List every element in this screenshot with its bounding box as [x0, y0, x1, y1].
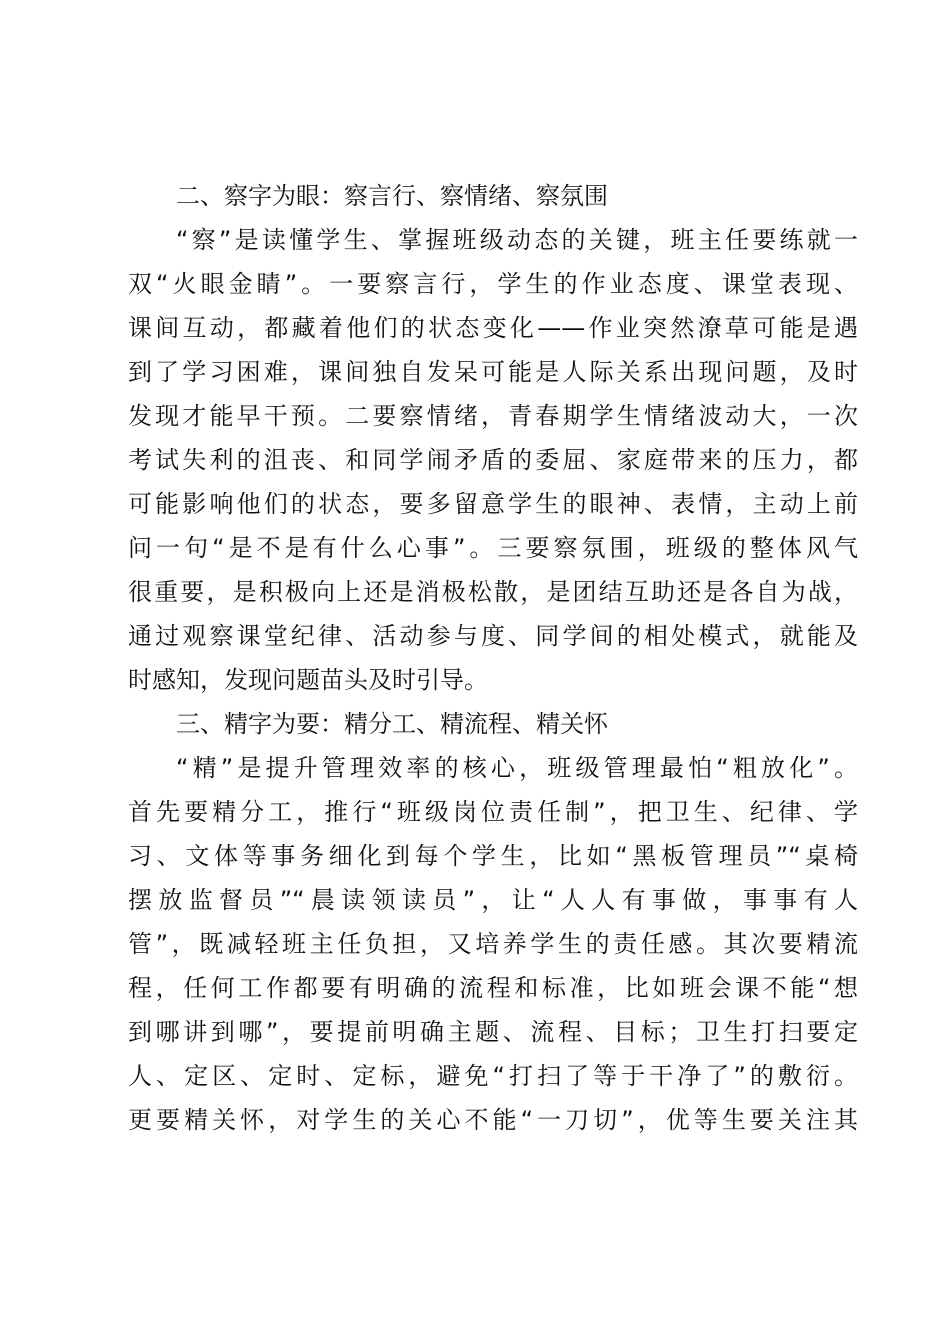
- paragraph-line: 摆放监督员”“晨读领读员”，让“人人有事做，事事有人: [128, 886, 858, 914]
- section-3-heading: 三、精字为要：精分工、精流程、精关怀: [176, 710, 608, 738]
- section-3-paragraph: [128, 746, 858, 1142]
- paragraph-line: 到了学习困难，课间独自发呆可能是人际关系出现问题，及时: [128, 358, 858, 386]
- paragraph-line: 习、文体等事务细化到每个学生，比如“黑板管理员”“桌椅: [128, 842, 858, 870]
- paragraph-line: 可能影响他们的状态，要多留意学生的眼神、表情，主动上前: [128, 490, 858, 518]
- paragraph-line: 程，任何工作都要有明确的流程和标准，比如班会课不能“想: [128, 974, 858, 1002]
- paragraph-line: 人、定区、定时、定标，避免“打扫了等于干净了”的敷衍。: [128, 1062, 858, 1090]
- paragraph-line: 首先要精分工，推行“班级岗位责任制”，把卫生、纪律、学: [128, 798, 858, 826]
- document-body: [128, 174, 858, 1142]
- paragraph-line: “察”是读懂学生、掌握班级动态的关键，班主任要练就一: [176, 226, 858, 254]
- paragraph-line: 发现才能早干预。二要察情绪，青春期学生情绪波动大，一次: [128, 402, 858, 430]
- paragraph-line: 更要精关怀，对学生的关心不能“一刀切”，优等生要关注其: [128, 1106, 858, 1134]
- paragraph-line: 通过观察课堂纪律、活动参与度、同学间的相处模式，就能及: [128, 622, 858, 650]
- paragraph-line: 到哪讲到哪”，要提前明确主题、流程、目标；卫生打扫要定: [128, 1018, 858, 1046]
- paragraph-line: 问一句“是不是有什么心事”。三要察氛围，班级的整体风气: [128, 534, 858, 562]
- paragraph-line: 管”，既减轻班主任负担，又培养学生的责任感。其次要精流: [128, 930, 858, 958]
- paragraph-line: 时感知，发现问题苗头及时引导。: [128, 666, 488, 694]
- paragraph-line: 很重要，是积极向上还是消极松散，是团结互助还是各自为战，: [128, 578, 858, 606]
- paragraph-line: 双“火眼金睛”。一要察言行，学生的作业态度、课堂表现、: [128, 270, 858, 298]
- paragraph-line: “精”是提升管理效率的核心，班级管理最怕“粗放化”。: [176, 754, 858, 782]
- section-2-heading: 二、察字为眼：察言行、察情绪、察氛围: [176, 182, 608, 210]
- section-2-paragraph: [128, 218, 858, 702]
- paragraph-line: 课间互动，都藏着他们的状态变化——作业突然潦草可能是遇: [128, 314, 858, 342]
- paragraph-line: 考试失利的沮丧、和同学闹矛盾的委屈、家庭带来的压力，都: [128, 446, 858, 474]
